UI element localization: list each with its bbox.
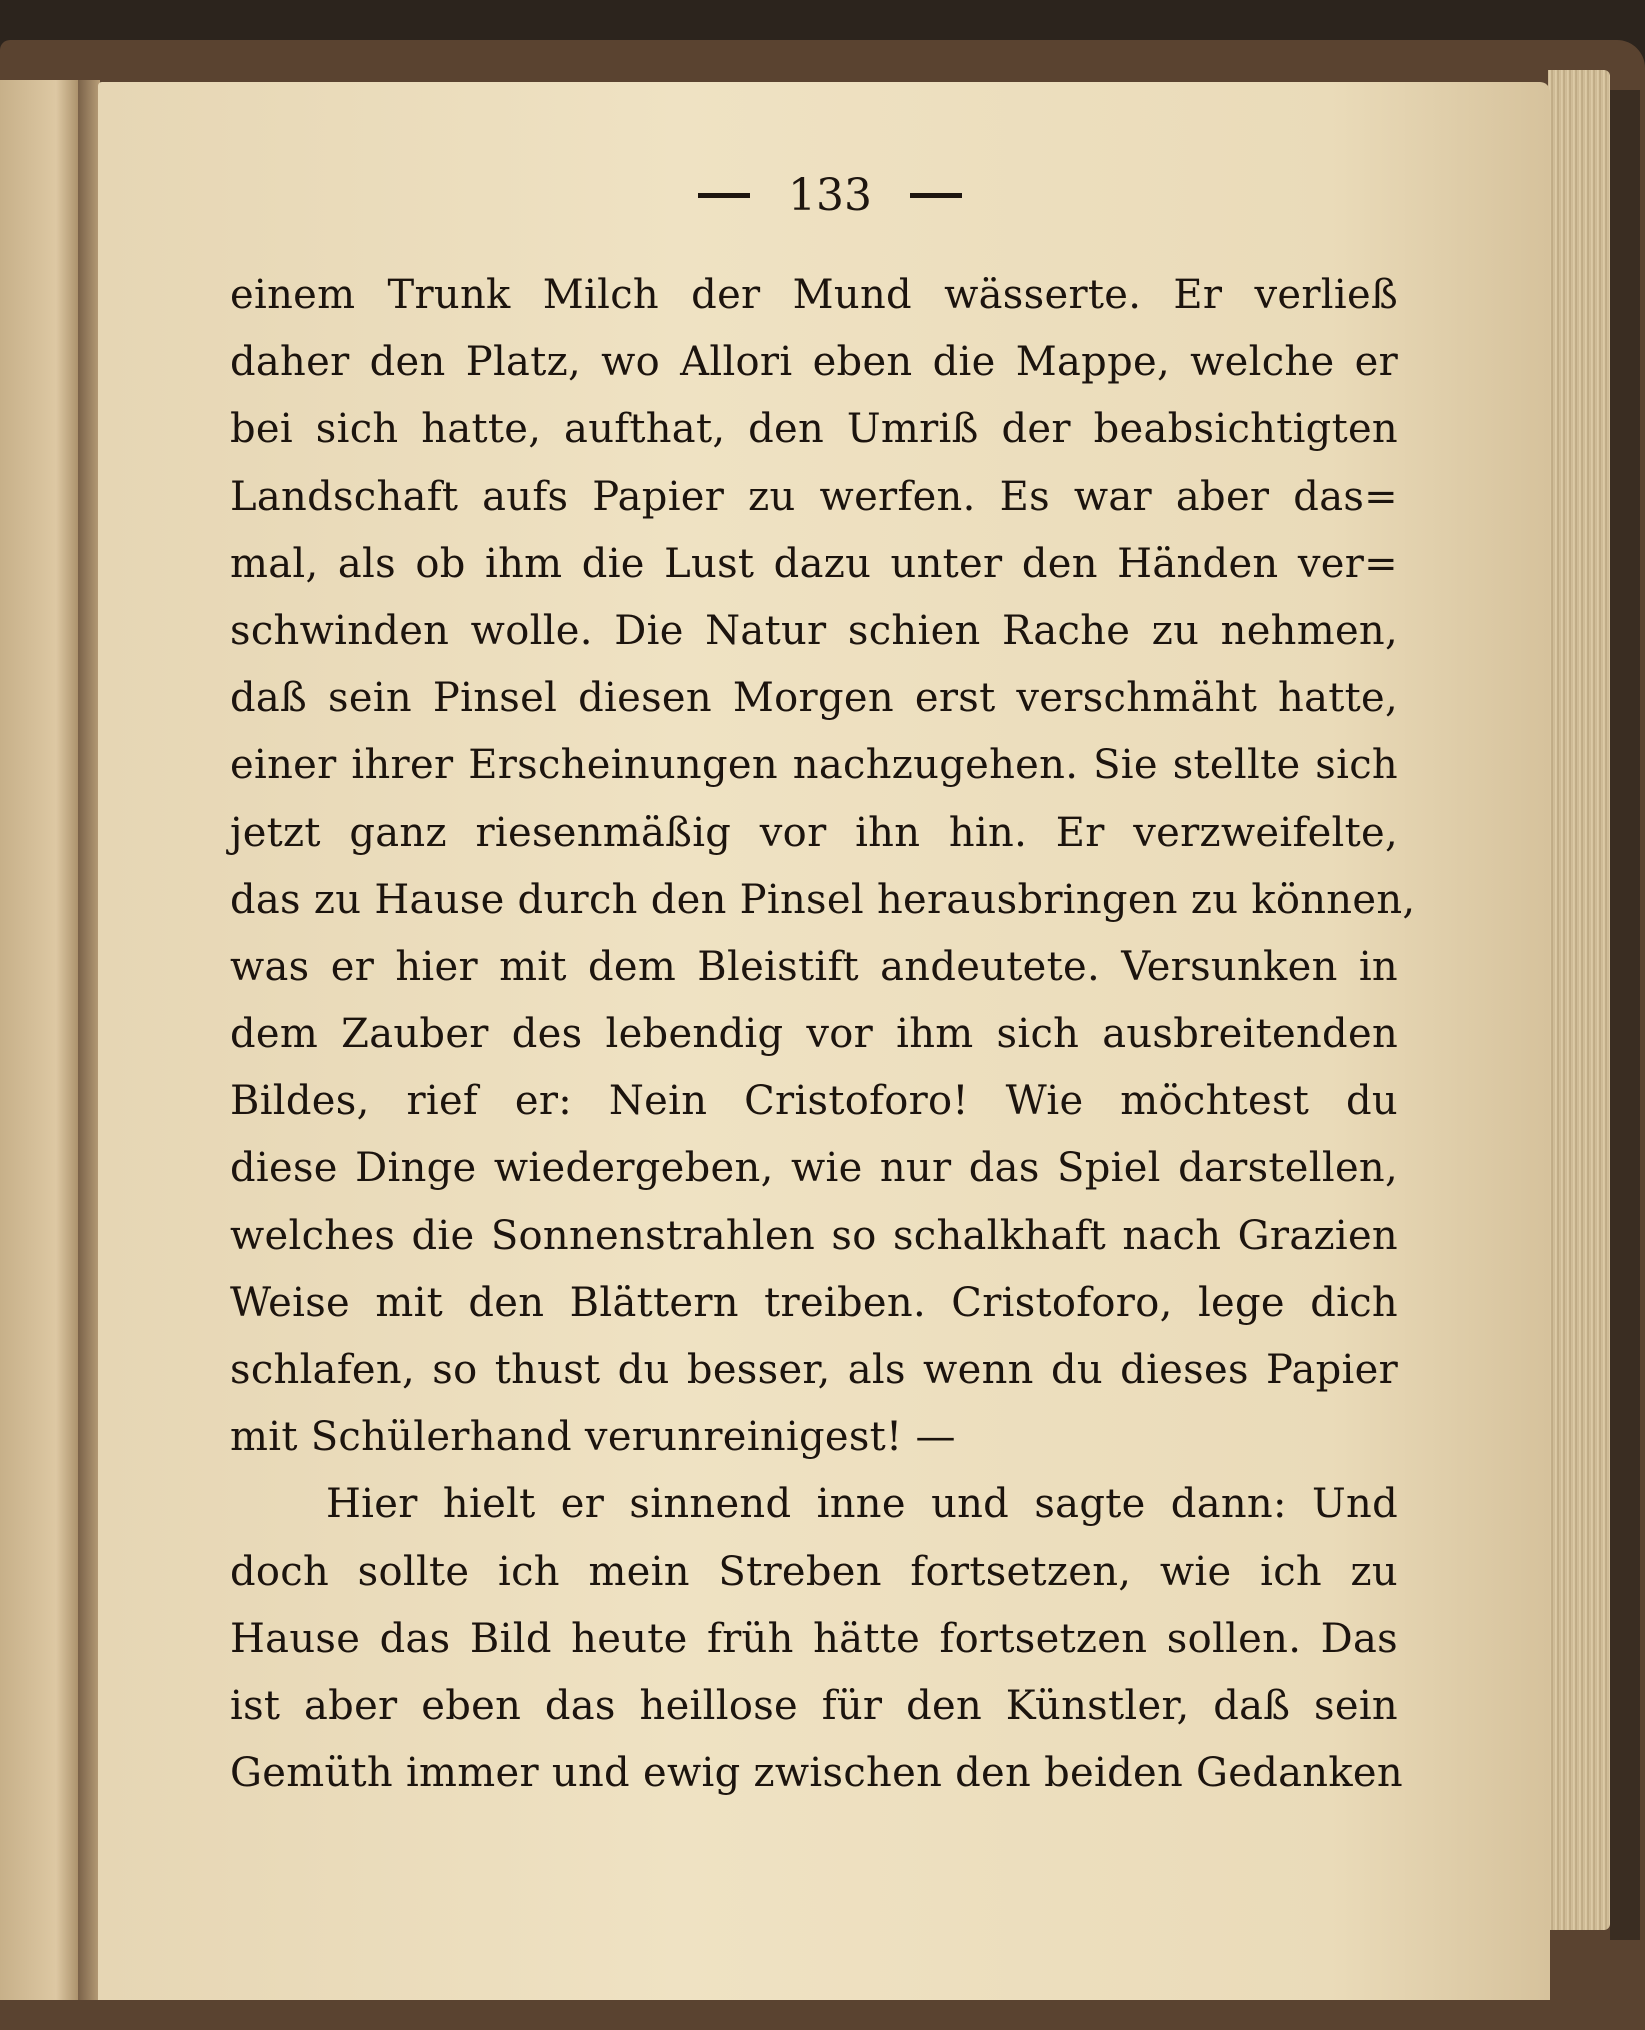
text-line: daher den Platz, wo Allori eben die Mappe, welche er: [230, 339, 1398, 386]
page-number: 133: [788, 169, 872, 221]
header-dash-right: [910, 193, 962, 198]
paragraph-start-line: Hier hielt er sinnend inne und sagte dann: Und: [326, 1481, 1398, 1528]
body-text: [230, 262, 1416, 1807]
text-line: einer ihrer Erscheinungen nachzugehen. Sie stellte sich: [230, 742, 1398, 789]
text-line: ist aber eben das heillose für den Künstler, daß sein: [230, 1682, 1398, 1729]
header-dash-left: [698, 193, 750, 198]
text-line: einem Trunk Milch der Mund wässerte. Er verließ: [230, 272, 1398, 318]
cover-edge: [1610, 90, 1640, 1940]
book-gutter: [78, 80, 100, 2000]
text-line: das zu Hause durch den Pinsel herausbringen zu können,: [230, 876, 1416, 923]
text-line: Landschaft aufs Papier zu werfen. Es war aber das=: [230, 473, 1398, 520]
facing-page-edge: [0, 80, 80, 2000]
text-line: daß sein Pinsel diesen Morgen erst verschmäht hatte,: [230, 675, 1398, 722]
paragraph-end-line: mit Schülerhand verunreinigest! —: [230, 1414, 956, 1461]
text-line: was er hier mit dem Bleistift andeutete. Versunken in: [230, 943, 1398, 990]
text-line: schlafen, so thust du besser, als wenn du dieses Papier: [230, 1347, 1398, 1393]
page-edges: [1548, 70, 1610, 1930]
text-line: Bildes, rief er: Nein Cristoforo! Wie möchtest du: [230, 1078, 1398, 1125]
text-line: dem Zauber des lebendig vor ihm sich ausbreitenden: [230, 1011, 1398, 1058]
text-line: Gemüth immer und ewig zwischen den beiden Gedanken: [230, 1750, 1403, 1797]
text-line: Weise mit den Blättern treiben. Cristoforo, lege dich: [230, 1279, 1398, 1326]
text-line: Hause das Bild heute früh hätte fortsetzen sollen. Das: [230, 1615, 1398, 1662]
text-line: diese Dinge wiedergeben, wie nur das Spiel darstellen,: [230, 1145, 1398, 1192]
text-line: mal, als ob ihm die Lust dazu unter den Händen ver=: [230, 540, 1398, 587]
text-line: doch sollte ich mein Streben fortsetzen, wie ich zu: [230, 1548, 1398, 1595]
page-header: [680, 160, 980, 230]
text-line: jetzt ganz riesenmäßig vor ihn hin. Er verzweifelte,: [230, 809, 1398, 856]
text-line: bei sich hatte, aufthat, den Umriß der beabsichtigten: [230, 406, 1398, 453]
text-line: schwinden wolle. Die Natur schien Rache zu nehmen,: [230, 607, 1398, 654]
text-line: welches die Sonnenstrahlen so schalkhaft nach Grazien: [230, 1212, 1398, 1259]
